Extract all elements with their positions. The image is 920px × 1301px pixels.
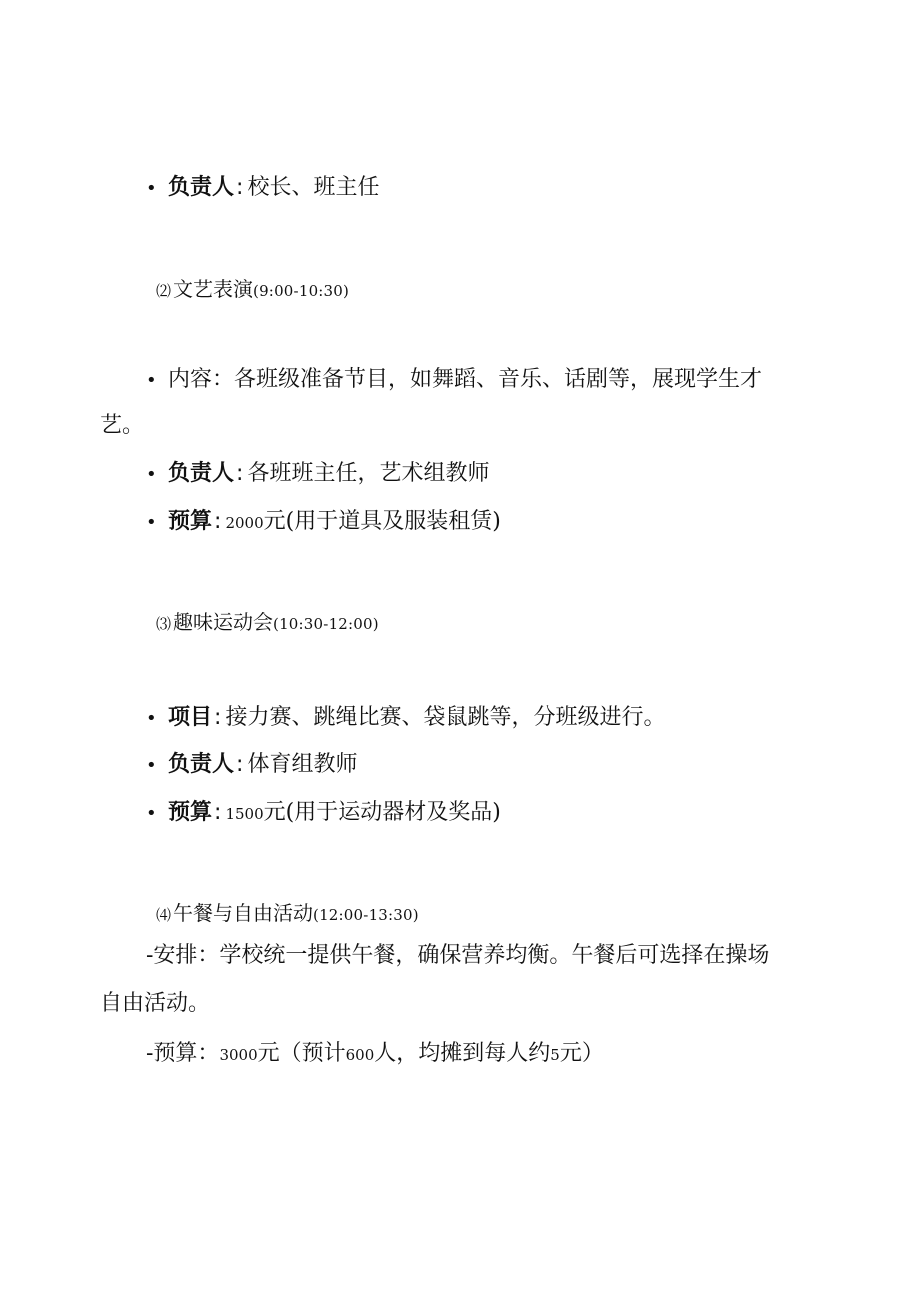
- paragraph: [146, 1039, 604, 1070]
- list-item: [146, 173, 379, 204]
- item-value: 体育组教师: [247, 752, 358, 777]
- item-colon: :: [236, 752, 244, 777]
- bullet: •: [146, 178, 157, 199]
- section-title: 文艺表演: [173, 277, 254, 301]
- budget-amount: 3000: [219, 1046, 258, 1064]
- item-value: 接力赛、跳绳比赛、袋鼠跳等，分班级进行。: [225, 705, 666, 730]
- item-text: 内容：各班级准备节目，如舞蹈、音乐、话剧等，展现学生才: [168, 367, 763, 392]
- item-value: 各班班主任，艺术组教师: [247, 461, 490, 486]
- item-value: 元(用于道具及服装租赁): [263, 509, 501, 534]
- bullet: •: [146, 512, 157, 533]
- bullet: •: [146, 708, 157, 729]
- bullet: •: [146, 755, 157, 776]
- budget-amount: 2000: [225, 514, 264, 532]
- budget-text: 人，均摊到每人约: [374, 1041, 551, 1066]
- section-title: 趣味运动会: [173, 610, 274, 634]
- people-count: 600: [345, 1046, 375, 1064]
- item-value: 校长、班主任: [247, 175, 380, 200]
- item-colon: :: [236, 175, 244, 200]
- list-item: [146, 750, 357, 781]
- section-heading: [156, 898, 419, 930]
- paragraph: -安排：学校统一提供午餐，确保营养均衡。午餐后可选择在操场: [146, 943, 770, 968]
- budget-amount: 1500: [225, 805, 264, 823]
- item-label: 负责人: [168, 461, 235, 486]
- section-time: (12:00-13:30): [313, 906, 419, 924]
- item-label: 项目: [168, 705, 213, 730]
- item-text-continuation: 艺。: [100, 413, 145, 438]
- bullet: •: [146, 803, 157, 824]
- item-label: 负责人: [168, 175, 235, 200]
- section-heading: [156, 274, 349, 306]
- list-item: [146, 703, 665, 734]
- budget-text: 元（预计: [257, 1041, 346, 1066]
- item-colon: :: [236, 461, 244, 486]
- section-heading: [156, 607, 379, 639]
- item-label: 预算: [168, 509, 213, 534]
- per-person-amount: 5: [550, 1046, 560, 1064]
- section-time: (9:00-10:30): [253, 282, 350, 300]
- list-item: [146, 365, 826, 396]
- item-colon: :: [214, 509, 222, 534]
- list-item: [146, 507, 501, 538]
- budget-text: 元）: [559, 1041, 604, 1066]
- item-label: 负责人: [168, 752, 235, 777]
- section-title: 午餐与自由活动: [173, 901, 314, 925]
- paragraph-continuation: 自由活动。: [100, 991, 211, 1016]
- section-number: ⑷: [156, 906, 172, 924]
- item-colon: :: [214, 800, 222, 825]
- list-item: [146, 459, 489, 490]
- list-item: [146, 798, 501, 829]
- item-label: 预算: [168, 800, 213, 825]
- section-number: ⑵: [156, 282, 172, 300]
- bullet: •: [146, 464, 157, 485]
- budget-prefix: -预算：: [146, 1041, 220, 1066]
- item-value: 元(用于运动器材及奖品): [263, 800, 501, 825]
- section-number: ⑶: [156, 615, 172, 633]
- item-colon: :: [214, 705, 222, 730]
- bullet: •: [146, 370, 157, 391]
- section-time: (10:30-12:00): [273, 615, 379, 633]
